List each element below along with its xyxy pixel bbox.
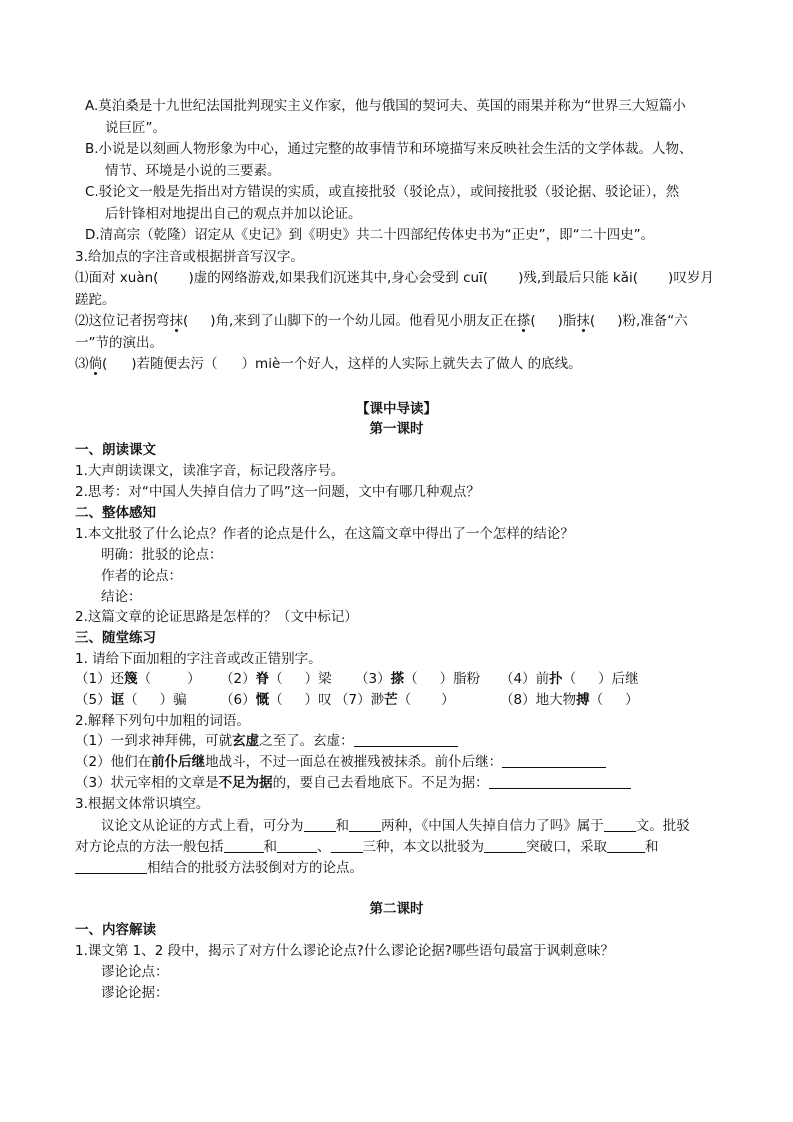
option-c-line-2: 后针锋相对地提出自己的观点并加以论证。 — [105, 206, 362, 222]
answer-fallacy-evidence: 谬论论据： — [101, 985, 169, 1001]
heading-practice: 三、随堂练习 — [75, 630, 156, 646]
q3-1-text: )叹岁月 — [668, 270, 714, 286]
bold-char: 篾 — [124, 671, 138, 687]
item-3-2: 2.解释下列句中加粗的词语。 — [75, 713, 250, 729]
explain-line-2: （2）他们在前仆后继地战斗，不过一面总在被摧残被抹杀。前仆后继： — [75, 752, 606, 772]
q3-3-text: ( — [102, 356, 108, 372]
question-3-1-line-2: 蹉跎。 — [75, 292, 116, 308]
answer-line[interactable] — [349, 816, 381, 832]
q3-2-text: ( — [183, 313, 189, 329]
answer-author-point: 作者的论点： — [101, 568, 182, 584]
option-c-line-1: C.驳论文一般是先指出对方错误的实质，或直接批驳（驳论点），或间接批驳（驳论据、驳论证），然 — [85, 184, 680, 200]
answer-line[interactable] — [607, 837, 645, 853]
option-d: D.清高宗（乾隆）诏定从《史记》到《明史》共二十四部纪传体史书为“正史”，即“二十四史”。 — [85, 227, 655, 243]
option-a-line-2: 说巨匠”。 — [105, 120, 166, 136]
bold-char: 搽 — [390, 671, 405, 687]
item-6: （6）慨（ ）叹 — [220, 692, 332, 708]
item-3-3: 3.根据文体常识填空。 — [75, 796, 210, 812]
q3-3-text: ⑶ — [75, 356, 89, 372]
dotted-char: 抹 — [169, 313, 183, 329]
answer-line[interactable] — [484, 837, 526, 853]
answer-conclusion: 结论： — [101, 589, 142, 605]
heading-read-aloud: 一、朗读课文 — [75, 442, 156, 458]
q3-2-text: ( — [589, 313, 596, 329]
item-7: （7）渺芒（ ） — [335, 692, 455, 708]
question-3-2-line-2: 一”节的演出。 — [75, 335, 163, 351]
bold-term: 不足为据 — [218, 775, 273, 791]
bold-char: 脊 — [255, 671, 270, 687]
answer-line[interactable] — [277, 837, 317, 853]
q3-2-text: ⑵这位记者拐弯 — [75, 313, 170, 329]
q3-2-text: ( — [530, 313, 536, 329]
question-3-prompt: 3.给加点的字注音或根据拼音写汉字。 — [75, 249, 304, 265]
option-b-line-2: 情节、环境是小说的三要素。 — [105, 163, 281, 179]
q3-1-text: ⑴面对 xuàn( — [75, 270, 159, 286]
answer-line[interactable] — [489, 773, 631, 789]
answer-refuted-point: 明确：批驳的论点： — [101, 547, 223, 563]
answer-fallacy-point: 谬论论点： — [101, 964, 169, 980]
heading-overall: 二、整体感知 — [75, 505, 156, 521]
item-4: （4）前扑（ ）后继 — [500, 671, 639, 687]
answer-line[interactable] — [304, 816, 336, 832]
dotted-char: 搽 — [516, 313, 531, 329]
q3-3-text: ）miè一个好人 — [241, 356, 335, 372]
bold-char: 慨 — [255, 692, 270, 708]
answer-line[interactable] — [604, 816, 636, 832]
q3-3-text: ，这样的人实际上就失去了做人 的底线。 — [334, 356, 582, 372]
item-2-1: 1.本文批驳了什么论点？作者的论点是什么，在这篇文章中得出了一个怎样的结论？ — [75, 526, 574, 542]
item-5: （5）诓（ ）骗 — [75, 692, 187, 708]
heading-content: 一、内容解读 — [75, 922, 156, 938]
q3-2-text: )脂 — [557, 313, 577, 329]
fill-line-2: 对方论点的方法一般包括 和 、 三种，本文以批驳为 突破口，采取 和 — [75, 839, 659, 855]
item-8: （8）地大物搏（ ） — [500, 692, 639, 708]
item-1-1: 1.大声朗读课文，读准字音，标记段落序号。 — [75, 463, 345, 479]
explain-line-3: （3）状元宰相的文章是不足为据的，要自己去看地底下。不足为据： — [75, 773, 631, 793]
lesson-2-title: 第二课时 — [369, 901, 424, 917]
dotted-char: 抹 — [576, 313, 590, 329]
answer-line[interactable] — [331, 837, 363, 853]
explain-line-1: （1）一到求神拜佛，可就玄虚之至了。玄虚： — [75, 731, 458, 751]
q3-2-text: )角,来到了山脚下的一个幼儿园。他看见小朋友正在 — [210, 313, 517, 329]
bold-term: 玄虚 — [232, 733, 260, 749]
q3-1-text: )残,到最后只能 kǎi( — [518, 270, 639, 286]
dotted-char: 倘 — [88, 356, 102, 372]
question-3-3 — [75, 354, 582, 374]
item-2: （2）脊（ ）梁 — [220, 671, 332, 687]
question-3-1-line-1 — [75, 268, 714, 288]
fill-line-1: 议论文从论证的方式上看，可分为 和 两种，《中国人失掉自信力了吗》属于 文。批驳 — [101, 818, 690, 834]
item-1-2: 2.思考：对“中国人失掉自信力了吗”这一问题，文中有哪几种观点？ — [75, 484, 480, 500]
bold-char: 芒 — [384, 692, 398, 708]
bold-char: 扑 — [549, 671, 563, 687]
item-3: （3）搽（ ）脂粉 — [355, 671, 481, 687]
fill-line-3: 相结合的批驳方法驳倒对方的论点。 — [75, 858, 363, 878]
item-2-2: 2.这篇文章的论证思路是怎样的？（文中标记） — [75, 609, 358, 625]
answer-line[interactable] — [502, 752, 606, 768]
question-3-2-line-1 — [75, 311, 688, 331]
bold-char: 诓 — [110, 692, 125, 708]
option-a-line-1: A.莫泊桑是十九世纪法国批判现实主义作家，他与俄国的契诃夫、英国的雨果并称为“世界三大短篇小 — [85, 98, 686, 114]
answer-line[interactable] — [75, 858, 147, 874]
answer-line[interactable] — [224, 837, 264, 853]
q3-3-text: )若随便去污（ — [131, 356, 218, 372]
section-title: 【课中导读】 — [356, 401, 437, 417]
bold-term: 前仆后继 — [151, 754, 206, 770]
item-content-1: 1.课文第 1、2 段中，揭示了对方什么谬论论点?什么谬论论据?哪些语句最富于讽刺意味？ — [75, 943, 614, 959]
answer-line[interactable] — [354, 731, 458, 747]
item-3-1: 1. 请给下面加粗的字注音或改正错别字。 — [75, 651, 322, 667]
item-1: （1）还篾（ ） — [75, 671, 201, 687]
bold-char: 搏 — [576, 692, 590, 708]
q3-2-text: )粉,准备“六 — [617, 313, 688, 329]
lesson-1-title: 第一课时 — [369, 421, 424, 437]
q3-1-text: )虚的网络游戏,如果我们沉迷其中,身心会受到 cuī( — [188, 270, 489, 286]
option-b-line-1: B.小说是以刻画人物形象为中心，通过完整的故事情节和环境描写来反映社会生活的文学体裁。人物、 — [85, 141, 693, 157]
